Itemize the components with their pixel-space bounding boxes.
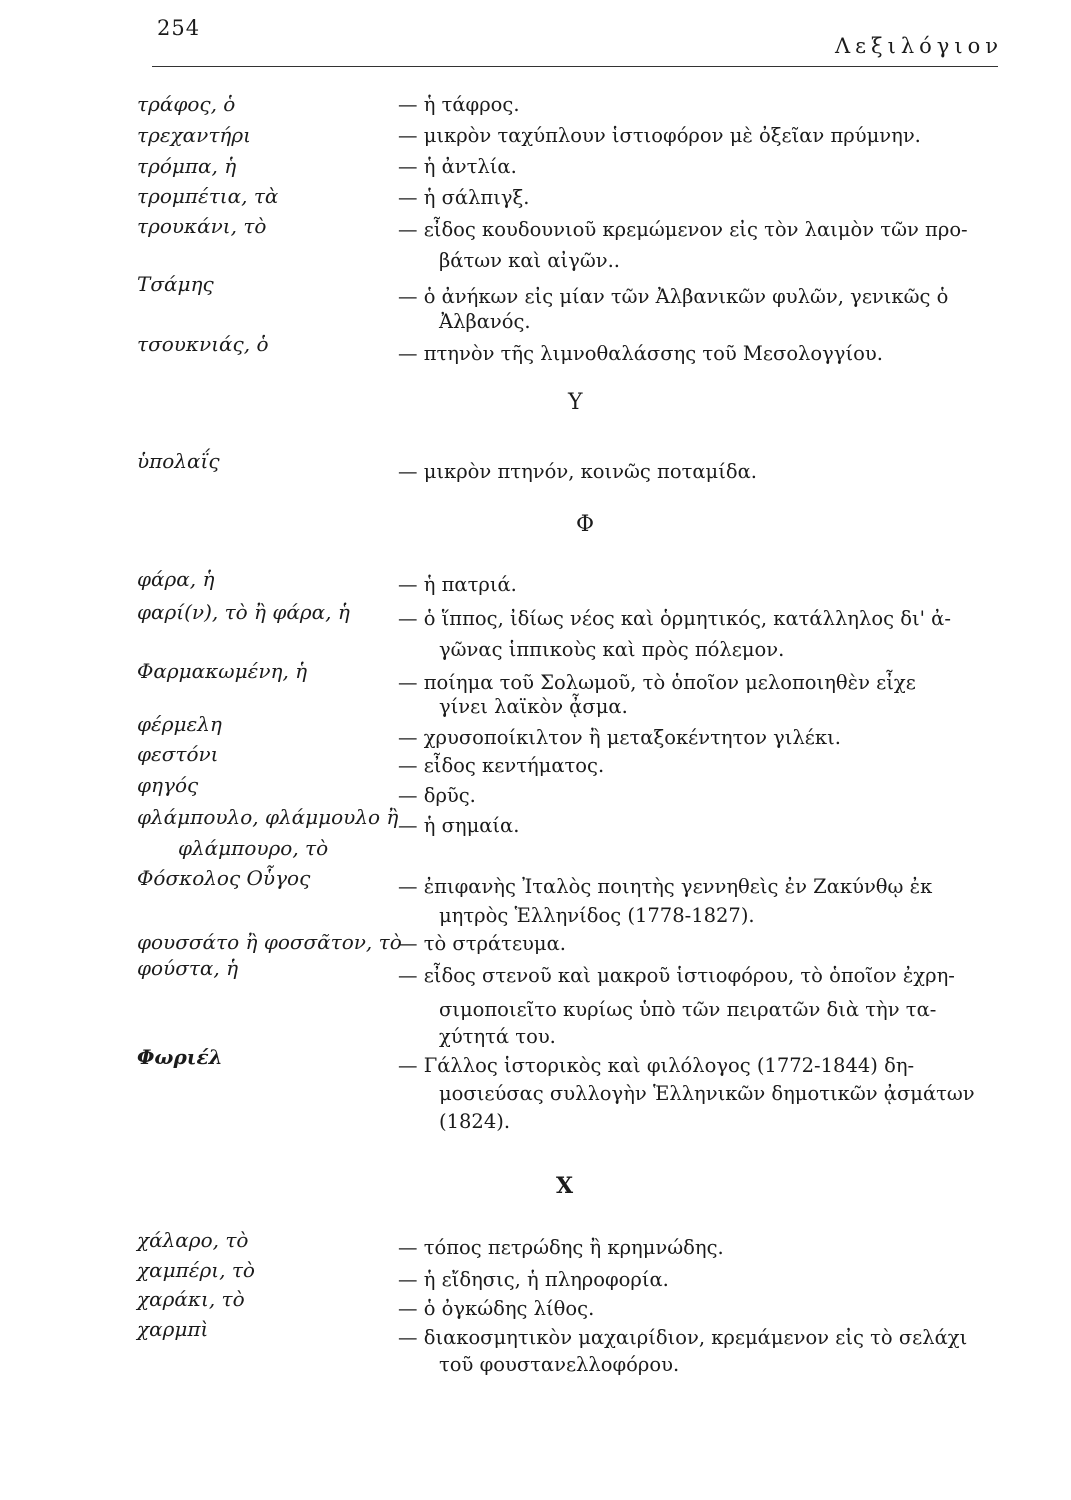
entry-definition: — ἡ σάλπιγξ. — [398, 186, 530, 209]
entry-definition: — εἶδος κεντήματος. — [398, 754, 605, 777]
entry-definition: — Γάλλος ἱστορικὸς καὶ φιλόλογος (1772-1844) δη- — [398, 1054, 915, 1077]
entry-term: τρόμπα, ἡ — [137, 154, 237, 178]
entry-term: Φαρμακωμένη, ἡ — [137, 659, 308, 683]
entry-term: φέρμελη — [137, 712, 222, 736]
entry-term: φλάμπουλο, φλάμμουλο ἢ — [137, 805, 399, 829]
entry-definition: — μικρὸν ταχύπλουν ἱστιοφόρον μὲ ὀξεῖαν πρύμνην. — [398, 124, 921, 147]
entry-term: Τσάμης — [137, 272, 214, 296]
entry-definition: — ἡ τάφρος. — [398, 93, 520, 116]
entry-definition: — τόπος πετρώδης ἢ κρημνώδης. — [398, 1236, 724, 1259]
entry-term: τρεχαντήρι — [137, 123, 251, 147]
entry-definition: — ὁ ἵππος, ἰδίως νέος καὶ ὁρμητικός, κατάλληλος δι' ἀ- — [398, 607, 951, 630]
entry-definition-continued: Ἀλβανός. — [439, 310, 531, 333]
entry-definition: — ὁ ἀνήκων εἰς μίαν τῶν Ἀλβανικῶν φυλῶν, γενικῶς ὁ — [398, 285, 949, 308]
entry-definition: — εἶδος στενοῦ καὶ μακροῦ ἱστιοφόρου, τὸ ὁποῖον ἐχρη- — [398, 964, 955, 987]
entry-definition: — χρυσοποίκιλτον ἢ μεταξοκέντητον γιλέκι. — [398, 726, 841, 749]
section-letter-chi: Χ — [556, 1173, 574, 1199]
entry-definition: — ἐπιφανὴς Ἰταλὸς ποιητὴς γεννηθεὶς ἐν Ζακύνθῳ ἐκ — [398, 875, 933, 898]
entry-term: φάρα, ἡ — [137, 567, 215, 591]
entry-definition: — δρῦς. — [398, 784, 476, 807]
entry-definition: — διακοσμητικὸν μαχαιρίδιον, κρεμάμενον εἰς τὸ σελάχι — [398, 1326, 968, 1349]
entry-term: φαρί(ν), τὸ ἢ φάρα, ἡ — [137, 600, 350, 624]
entry-definition-continued: γῶνας ἱππικοὺς καὶ πρὸς πόλεμον. — [439, 638, 785, 661]
entry-definition: — τὸ στράτευμα. — [398, 932, 566, 955]
section-letter-phi: Φ — [576, 512, 595, 537]
entry-definition: — μικρὸν πτηνόν, κοινῶς ποταμίδα. — [398, 460, 757, 483]
entry-definition-continued: μητρὸς Ἑλληνίδος (1778-1827). — [439, 904, 755, 927]
entry-definition-continued: σιμοποιεῖτο κυρίως ὑπὸ τῶν πειρατῶν διὰ τὴν τα- — [439, 998, 937, 1021]
entry-term: ὑπολαΐς — [137, 449, 220, 473]
entry-definition: — ἡ πατριά. — [398, 573, 517, 596]
page-number: 254 — [157, 16, 201, 40]
entry-definition-continued: βάτων καὶ αἰγῶν.. — [439, 249, 621, 272]
entry-term: χαράκι, τὸ — [137, 1287, 245, 1311]
entry-term: Φόσκολος Οὗγος — [137, 866, 311, 890]
entry-definition: — ποίημα τοῦ Σολωμοῦ, τὸ ὁποῖον μελοποιηθὲν εἶχε — [398, 671, 916, 694]
entry-definition-continued: γίνει λαϊκὸν ᾆσμα. — [439, 695, 628, 718]
entry-term: φούστα, ἡ — [137, 956, 239, 980]
entry-definition: — ἡ σημαία. — [398, 814, 520, 837]
entry-term: τρομπέτια, τὰ — [137, 184, 279, 208]
running-head: Λεξιλόγιον — [835, 34, 1003, 58]
entry-definition: — ὁ ὀγκώδης λίθος. — [398, 1297, 595, 1320]
entry-term: φουσσάτο ἢ φοσσᾶτον, τὸ — [137, 930, 402, 954]
section-letter-upsilon: Υ — [568, 390, 583, 415]
entry-term: τράφος, ὁ — [137, 92, 236, 116]
entry-definition: — πτηνὸν τῆς λιμνοθαλάσσης τοῦ Μεσολογγίου. — [398, 342, 883, 365]
entry-definition-continued: χύτητά του. — [439, 1025, 556, 1048]
entry-definition: — ἡ εἴδησις, ἡ πληροφορία. — [398, 1268, 669, 1291]
entry-term: τρουκάνι, τὸ — [137, 214, 267, 238]
entry-definition-continued: (1824). — [439, 1110, 511, 1133]
entry-term: χαρμπὶ — [137, 1317, 209, 1341]
entry-term-continued: φλάμπουρο, τὸ — [178, 836, 329, 860]
entry-definition: — εἶδος κουδουνιοῦ κρεμώμενον εἰς τὸν λαιμὸν τῶν προ- — [398, 218, 968, 241]
entry-term: φηγός — [137, 773, 199, 797]
entry-term: τσουκνιάς, ὁ — [137, 332, 269, 356]
entry-definition-continued: τοῦ φουστανελλοφόρου. — [439, 1353, 680, 1376]
entry-definition: — ἡ ἀντλία. — [398, 155, 517, 178]
entry-term: φεστόνι — [137, 742, 219, 766]
entry-definition-continued: μοσιεύσας συλλογὴν Ἑλληνικῶν δημοτικῶν ᾀσμάτων — [439, 1082, 975, 1105]
entry-term: Φωριέλ — [137, 1045, 223, 1069]
entry-term: χάλαρο, τὸ — [137, 1228, 249, 1252]
entry-term: χαμπέρι, τὸ — [137, 1258, 255, 1282]
